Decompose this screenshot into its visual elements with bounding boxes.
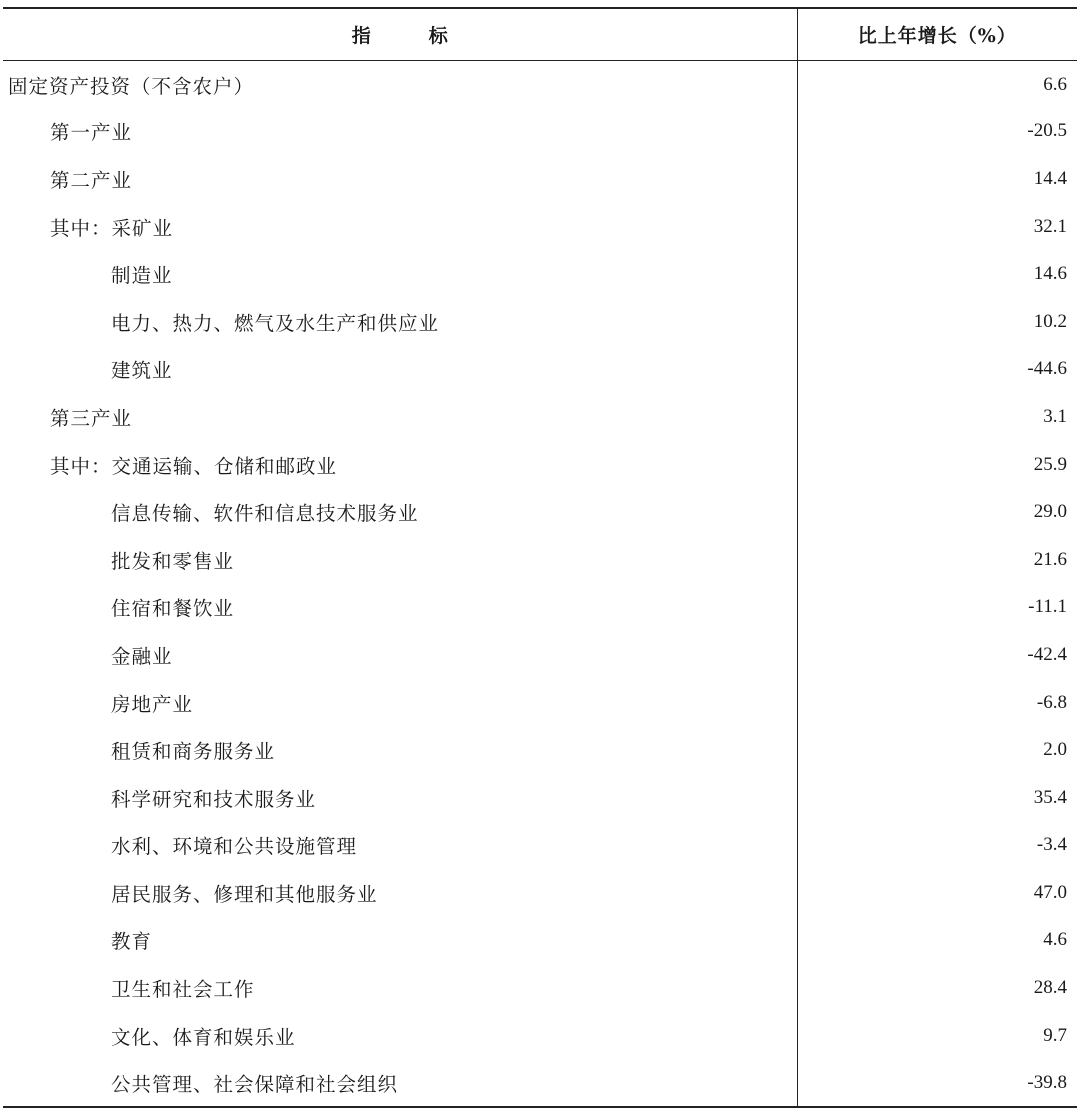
table-row	[3, 250, 1077, 298]
indicator-cell: 第二产业	[3, 155, 797, 203]
indicator-cell: 住宿和餐饮业	[3, 584, 797, 632]
indicator-cell: 电力、热力、燃气及水生产和供应业	[3, 298, 797, 346]
table-row	[3, 203, 1077, 251]
growth-value-cell: 6.6	[1043, 74, 1067, 96]
table-row	[3, 393, 1077, 441]
table-body	[3, 60, 1077, 1107]
investment-growth-table	[3, 7, 1077, 1108]
growth-value-cell: -6.8	[1036, 691, 1067, 713]
indicator-cell: 第三产业	[3, 393, 797, 441]
growth-value-cell: 28.4	[1033, 977, 1067, 999]
table-row	[3, 155, 1077, 203]
growth-value-cell: 14.6	[1033, 263, 1067, 285]
table-row	[3, 964, 1077, 1012]
growth-value-cell: -20.5	[1027, 120, 1067, 142]
growth-value-cell: 25.9	[1033, 453, 1067, 475]
growth-value-cell: 10.2	[1033, 310, 1067, 332]
indicator-cell: 固定资产投资（不含农户）	[3, 60, 797, 108]
growth-value-cell: 35.4	[1033, 786, 1067, 808]
table-row	[3, 822, 1077, 870]
indicator-cell: 信息传输、软件和信息技术服务业	[3, 488, 797, 536]
indicator-cell: 卫生和社会工作	[3, 964, 797, 1012]
table-row	[3, 346, 1077, 394]
growth-value-cell: -39.8	[797, 1059, 1077, 1107]
indicator-cell: 水利、环境和公共设施管理	[3, 822, 797, 870]
growth-value-cell: -11.1	[1028, 596, 1067, 618]
table-row	[3, 774, 1077, 822]
table-row	[3, 869, 1077, 917]
growth-value-cell: 29.0	[1033, 501, 1067, 523]
header-row	[3, 8, 1077, 60]
table-row	[3, 441, 1077, 489]
table-row	[3, 108, 1077, 156]
indicator-cell: 教育	[3, 917, 797, 965]
table-row	[3, 298, 1077, 346]
table-row	[3, 536, 1077, 584]
indicator-column-header: 指标	[3, 8, 797, 60]
growth-column-header: 比上年增长（%）	[797, 8, 1077, 60]
growth-value-cell: 2.0	[1043, 739, 1067, 761]
growth-value-cell: 14.4	[1033, 167, 1067, 189]
table-row	[3, 584, 1077, 632]
indicator-cell: 金融业	[3, 631, 797, 679]
growth-value-cell: 9.7	[1043, 1024, 1067, 1046]
indicator-cell: 其中：采矿业	[3, 203, 797, 251]
indicator-cell: 文化、体育和娱乐业	[3, 1012, 797, 1060]
table-row	[3, 679, 1077, 727]
table-row	[3, 917, 1077, 965]
table-row	[3, 1059, 1077, 1107]
growth-value-cell: 47.0	[1033, 881, 1067, 903]
indicator-cell: 第一产业	[3, 108, 797, 156]
table-row	[3, 631, 1077, 679]
indicator-cell: 建筑业	[3, 346, 797, 394]
growth-value-cell: 3.1	[1043, 405, 1067, 427]
indicator-cell: 房地产业	[3, 679, 797, 727]
growth-value-cell: 32.1	[1033, 215, 1067, 237]
indicator-cell: 批发和零售业	[3, 536, 797, 584]
table-row	[3, 60, 1077, 108]
growth-value-cell: 4.6	[1043, 929, 1067, 951]
table-row	[3, 488, 1077, 536]
table-row	[3, 1012, 1077, 1060]
indicator-cell: 公共管理、社会保障和社会组织	[3, 1059, 797, 1107]
growth-value-cell: 21.6	[1033, 548, 1067, 570]
growth-value-cell: -44.6	[1027, 358, 1067, 380]
table-row	[3, 726, 1077, 774]
table-header	[3, 8, 1077, 60]
indicator-cell: 居民服务、修理和其他服务业	[3, 869, 797, 917]
indicator-cell: 其中：交通运输、仓储和邮政业	[3, 441, 797, 489]
indicator-cell: 科学研究和技术服务业	[3, 774, 797, 822]
indicator-cell: 制造业	[3, 250, 797, 298]
indicator-cell: 租赁和商务服务业	[3, 726, 797, 774]
growth-value-cell: -3.4	[1036, 834, 1067, 856]
growth-value-cell: -42.4	[1027, 643, 1067, 665]
